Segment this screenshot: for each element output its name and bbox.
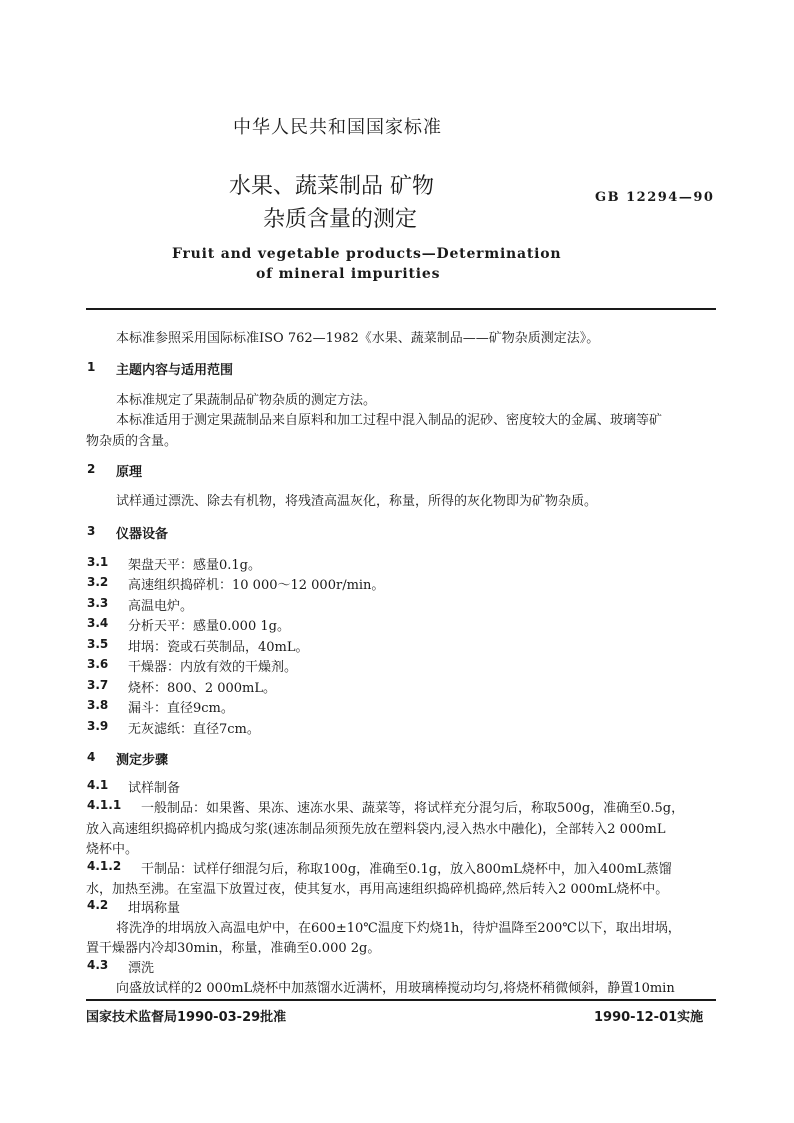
intro-paragraph: 本标准参照采用国际标准ISO 762—1982《水果、蔬菜制品——矿物杂质测定法》。 — [116, 331, 600, 346]
section-3-heading: 仪器设备 — [116, 527, 169, 542]
item-number: 3.5 — [87, 637, 109, 651]
equipment-item: 坩埚：瓷或石英制品，40mL。 — [128, 640, 309, 655]
approval-date: 国家技术监督局1990-03-29批准 — [86, 1010, 287, 1025]
subsection-4-3-number: 4.3 — [87, 958, 109, 972]
subsection-4-3-heading: 漂洗 — [128, 961, 155, 976]
subsection-4-1-1-number: 4.1.1 — [87, 798, 122, 812]
item-number: 3.2 — [87, 575, 109, 589]
subsection-4-2-number: 4.2 — [87, 898, 109, 912]
english-title-line-1: Fruit and vegetable products—Determination — [172, 246, 562, 262]
section-1-heading: 主题内容与适用范围 — [116, 363, 234, 378]
section-4-number: 4 — [87, 750, 96, 764]
section-1-paragraph-2-line-1: 本标准适用于测定果蔬制品来自原料和加工过程中混入制品的泥砂、密度较大的金属、玻璃等矿 — [116, 413, 663, 428]
subsection-4-1-1-line-3: 烧杯中。 — [86, 842, 139, 857]
equipment-item: 干燥器：内放有效的干燥剂。 — [128, 660, 298, 675]
subsection-4-2-line-1: 将洗净的坩埚放入高温电炉中，在600±10℃温度下灼烧1h，待炉温降至200℃以下，取出坩埚， — [116, 921, 681, 936]
item-number: 3.3 — [87, 596, 109, 610]
standard-number: GB 12294—90 — [595, 190, 715, 205]
title-line-2: 杂质含量的测定 — [263, 207, 418, 232]
subsection-4-1-number: 4.1 — [87, 778, 109, 792]
subsection-4-2-line-2: 置干燥器内冷却30min，称量，准确至0.000 2g。 — [86, 941, 381, 956]
title-line-1: 水果、蔬菜制品 矿物 — [229, 174, 434, 199]
subsection-4-1-1-line-2: 放入高速组织捣碎机内捣成匀浆(速冻制品须预先放在塑料袋内,浸入热水中融化)，全部转入2 000mL — [86, 822, 666, 837]
section-2-heading: 原理 — [116, 465, 143, 480]
item-number: 3.6 — [87, 657, 109, 671]
national-standard-header: 中华人民共和国国家标准 — [233, 117, 442, 138]
item-number: 3.7 — [87, 678, 109, 692]
subsection-4-1-1-line-1: 一般制品：如果酱、果冻、速冻水果、蔬菜等，将试样充分混匀后，称取500g，准确至0.5g， — [141, 801, 685, 816]
section-1-paragraph-2-line-2: 物杂质的含量。 — [86, 434, 178, 449]
equipment-item: 高温电炉。 — [128, 599, 194, 614]
section-2-number: 2 — [87, 462, 96, 476]
equipment-item: 烧杯：800、2 000mL。 — [128, 681, 276, 696]
subsection-4-1-2-line-1: 干制品：试样仔细混匀后，称取100g，准确至0.1g，放入800mL烧杯中，加入400mL蒸馏 — [141, 862, 672, 877]
item-number: 3.1 — [87, 555, 109, 569]
section-1-number: 1 — [87, 360, 96, 374]
subsection-4-1-heading: 试样制备 — [128, 781, 181, 796]
item-number: 3.9 — [87, 719, 109, 733]
header-divider — [86, 308, 716, 310]
section-2-paragraph: 试样通过漂洗、除去有机物，将残渣高温灰化，称量，所得的灰化物即为矿物杂质。 — [116, 494, 598, 509]
section-4-heading: 测定步骤 — [116, 753, 169, 768]
item-number: 3.8 — [87, 698, 109, 712]
section-3-number: 3 — [87, 524, 96, 538]
english-title-line-2: of mineral impurities — [256, 266, 441, 282]
section-1-paragraph-1: 本标准规定了果蔬制品矿物杂质的测定方法。 — [116, 393, 377, 408]
footer-divider — [86, 999, 716, 1001]
subsection-4-1-2-number: 4.1.2 — [87, 859, 122, 873]
item-number: 3.4 — [87, 616, 109, 630]
equipment-item: 漏斗：直径9cm。 — [128, 701, 234, 716]
subsection-4-1-2-line-2: 水，加热至沸。在室温下放置过夜，使其复水，再用高速组织捣碎机捣碎,然后转入2 000mL烧杯中。 — [86, 882, 669, 897]
equipment-item: 分析天平：感量0.000 1g。 — [128, 619, 290, 634]
subsection-4-3-line-1: 向盛放试样的2 000mL烧杯中加蒸馏水近满杯，用玻璃棒搅动均匀,将烧杯稍微倾斜，静置10min — [116, 981, 675, 996]
subsection-4-2-heading: 坩埚称量 — [128, 901, 181, 916]
implementation-date: 1990-12-01实施 — [594, 1010, 704, 1025]
equipment-item: 无灰滤纸：直径7cm。 — [128, 722, 260, 737]
equipment-item: 高速组织捣碎机：10 000～12 000r/min。 — [128, 578, 385, 593]
equipment-item: 架盘天平：感量0.1g。 — [128, 558, 261, 573]
